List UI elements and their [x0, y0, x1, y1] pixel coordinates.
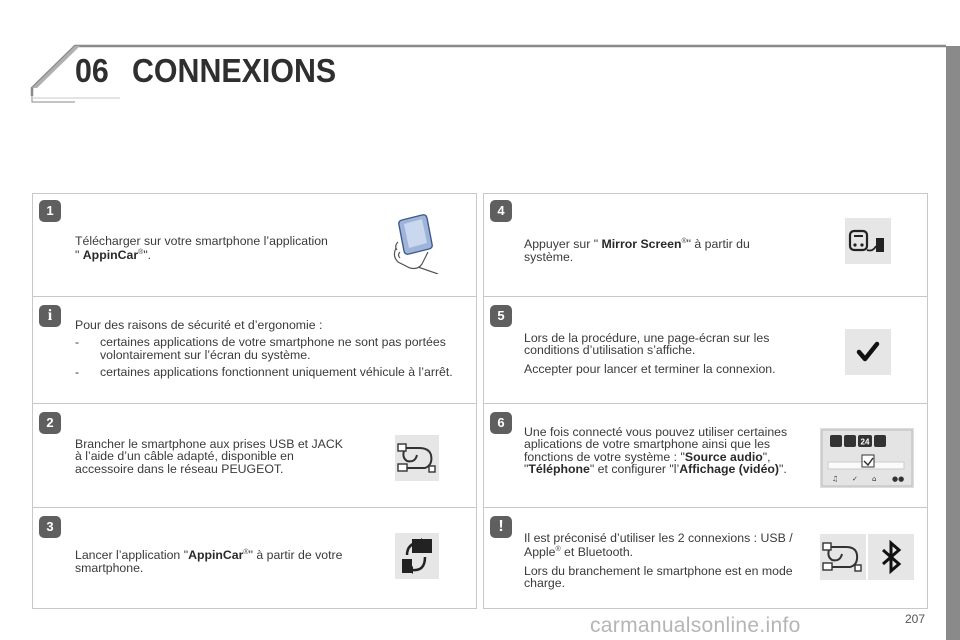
step-number-badge: 1: [39, 200, 61, 222]
info-badge: i: [39, 305, 61, 327]
step-text: Accepter pour lancer et terminer la connexion.: [524, 361, 776, 376]
warning-badge: !: [490, 516, 512, 538]
step-number-badge: 6: [490, 412, 512, 434]
svg-text:✓: ✓: [852, 475, 858, 483]
step-3-panel: [32, 507, 477, 609]
text-part: et Bluetooth.: [560, 545, 634, 560]
checkmark-icon: [845, 329, 891, 375]
step-1-panel: [32, 193, 477, 297]
step-text: Lors de la procédure, une page-écran sur les conditions d’utilisation s’affiche.: [524, 331, 770, 358]
warning-line: [524, 532, 799, 559]
text-part: ".: [779, 462, 787, 477]
step-text: Télécharger sur votre smartphone l’application: [75, 234, 328, 248]
display-video-label: Affichage (vidéo): [679, 462, 780, 477]
step-2-text: Brancher le smartphone aux prises USB et JACK à l’aide d’un câble adapté, disponible en accessoire dans le réseau PEUGEOT.: [75, 437, 343, 476]
bullet-text: certaines applications de votre smartphone ne sont pas portées volontairement sur l’écran du système.: [100, 335, 446, 362]
step-number-badge: 2: [39, 412, 61, 434]
step-6-text: [524, 426, 799, 476]
app-name: AppinCar: [188, 548, 244, 563]
mirror-screen-icon: [845, 218, 891, 264]
svg-text:♫: ♫: [832, 475, 839, 483]
side-tab-bar: [946, 46, 960, 640]
bullet-text: certaines applications fonctionnent uniquement véhicule à l’arrêt.: [100, 365, 453, 380]
mirror-link-icon: [395, 533, 439, 579]
list-item: [75, 366, 467, 378]
chapter-title: CONNEXIONS: [132, 52, 337, 89]
usb-jack-cable-icon: [395, 435, 439, 481]
text-part: " à partir de votre smartphone.: [75, 548, 343, 575]
chapter-number: 06: [75, 52, 109, 89]
text-part: Appuyer sur ": [524, 237, 602, 252]
step-3-text: [75, 547, 350, 574]
warning-line: Lors du branchement le smartphone est en mode charge.: [524, 563, 793, 591]
step-5-panel: [483, 296, 928, 404]
app-name: AppinCar: [82, 248, 139, 263]
step-4-panel: [483, 193, 928, 297]
step-1-text: [75, 235, 365, 262]
text-part: " à partir du système.: [524, 237, 750, 264]
warning-panel: [483, 507, 928, 609]
step-number-badge: 5: [490, 305, 512, 327]
warning-text: [524, 532, 799, 590]
watermark: carmanualsonline.info: [590, 614, 801, 637]
step-4-text: [524, 236, 794, 263]
info-text: [75, 319, 467, 379]
registered-mark: ®: [555, 546, 561, 554]
text-part: Il est préconisé d’utiliser les 2 connexions : USB / Apple: [524, 531, 793, 560]
bluetooth-icon: [868, 534, 914, 580]
registered-mark: ®: [243, 549, 249, 556]
text-part: Lancer l’application ": [75, 548, 189, 563]
step-number-badge: 4: [490, 200, 512, 222]
step-number-badge: 3: [39, 516, 61, 538]
telephone-label: Téléphone: [528, 462, 590, 477]
mirror-screen-name: Mirror Screen: [601, 237, 682, 252]
svg-text:●●: ●●: [892, 475, 905, 483]
info-panel: [32, 296, 477, 404]
registered-mark: ®: [681, 238, 687, 245]
list-item: [75, 336, 467, 361]
usb-cable-icon: [820, 534, 866, 580]
text-part: " et configurer "l’: [589, 462, 680, 477]
text-part: Une fois connecté vous pouvez utiliser certaines aplications de votre smartphone ainsi que les fonctions de votre système : ": [524, 425, 788, 464]
step-2-panel: [32, 403, 477, 508]
page-number: 207: [905, 612, 926, 626]
bullet-dash: -: [75, 335, 80, 350]
step-6-panel: [483, 403, 928, 508]
registered-mark: ®: [138, 249, 144, 257]
step-5-text: [524, 332, 799, 375]
screen-label-24: 24: [860, 437, 870, 447]
svg-text:⌂: ⌂: [872, 475, 877, 483]
quote: ": [75, 248, 83, 263]
bullet-dash: -: [75, 365, 80, 380]
system-screen-icon: [820, 428, 914, 488]
source-audio-label: Source audio: [684, 449, 763, 464]
text-part: ", ": [524, 449, 771, 477]
smartphone-in-hand-icon: [388, 212, 444, 274]
info-intro: Pour des raisons de sécurité et d’ergonomie :: [75, 318, 323, 332]
quote: ".: [143, 248, 152, 263]
